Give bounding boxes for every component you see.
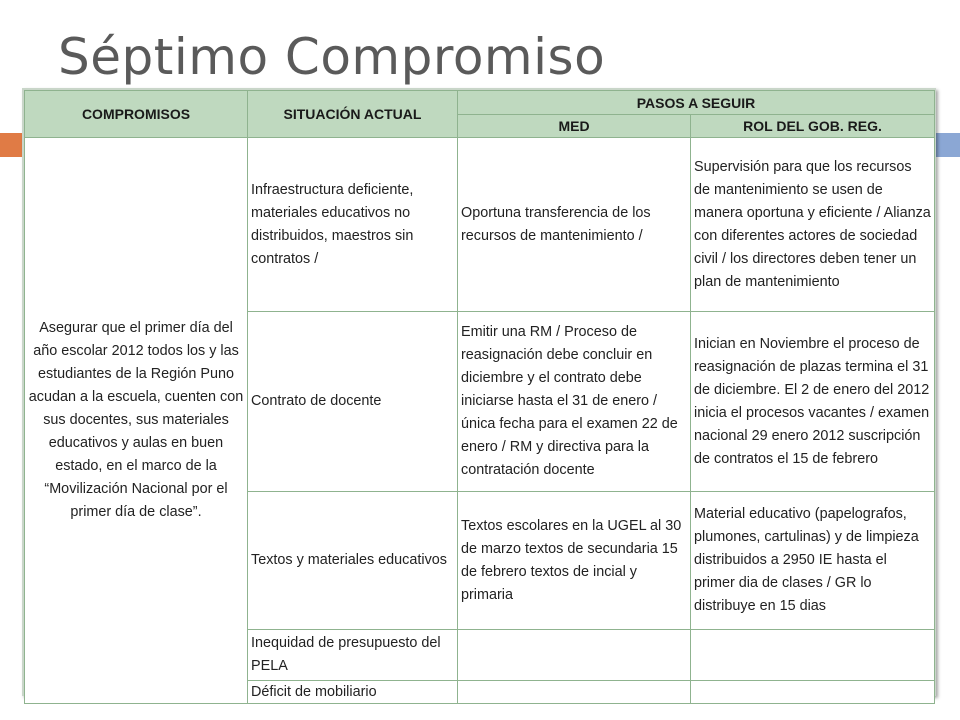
slide-title: Séptimo Compromiso bbox=[58, 28, 606, 86]
header-med: MED bbox=[458, 115, 691, 138]
med-cell bbox=[458, 630, 691, 681]
table-row bbox=[25, 138, 935, 312]
accent-bar-right bbox=[934, 133, 960, 157]
header-situacion-actual: SITUACIÓN ACTUAL bbox=[248, 91, 458, 138]
commitment-table bbox=[24, 90, 935, 704]
rol-cell bbox=[691, 630, 935, 681]
commitment-table-frame bbox=[22, 88, 936, 700]
rol-cell: Inician en Noviembre el proceso de reasignación de plazas termina el 31 de diciembre. El 2 de enero del 2012 inicia el procesos vacantes / examen nacional 29 enero 2012 suscripción de contratos el 15 de febrero bbox=[691, 312, 935, 492]
rol-cell: Material educativo (papelografos, plumones, cartulinas) y de limpieza distribuidos a 2950 IE hasta el primer dia de clases / GR lo distribuye en 15 dias bbox=[691, 492, 935, 630]
rol-cell bbox=[691, 681, 935, 704]
header-compromisos: COMPROMISOS bbox=[25, 91, 248, 138]
situacion-cell: Inequidad de presupuesto del PELA bbox=[248, 630, 458, 681]
situacion-cell: Infraestructura deficiente, materiales educativos no distribuidos, maestros sin contratos / bbox=[248, 138, 458, 312]
med-cell: Emitir una RM / Proceso de reasignación debe concluir en diciembre y el contrato debe iniciarse hasta el 31 de enero / única fecha para el examen 22 de enero / RM y directiva para la contratación docente bbox=[458, 312, 691, 492]
header-pasos-a-seguir: PASOS A SEGUIR bbox=[458, 91, 935, 115]
accent-bar-left bbox=[0, 133, 24, 157]
med-cell: Textos escolares en la UGEL al 30 de marzo textos de secundaria 15 de febrero textos de incial y primaria bbox=[458, 492, 691, 630]
med-cell bbox=[458, 681, 691, 704]
situacion-cell: Contrato de docente bbox=[248, 312, 458, 492]
header-rol-gob-reg: ROL DEL GOB. REG. bbox=[691, 115, 935, 138]
situacion-cell: Déficit de mobiliario bbox=[248, 681, 458, 704]
rol-cell: Supervisión para que los recursos de mantenimiento se usen de manera oportuna y eficiente / Alianza con diferentes actores de sociedad civil / los directores deben tener un plan de mantenimiento bbox=[691, 138, 935, 312]
compromiso-cell: Asegurar que el primer día del año escolar 2012 todos los y las estudiantes de la Región Puno acudan a la escuela, cuenten con sus docentes, sus materiales educativos y aulas en buen estado, en el marco de la “Movilización Nacional por el primer día de clase”. bbox=[25, 138, 248, 704]
situacion-cell: Textos y materiales educativos bbox=[248, 492, 458, 630]
med-cell: Oportuna transferencia de los recursos de mantenimiento / bbox=[458, 138, 691, 312]
